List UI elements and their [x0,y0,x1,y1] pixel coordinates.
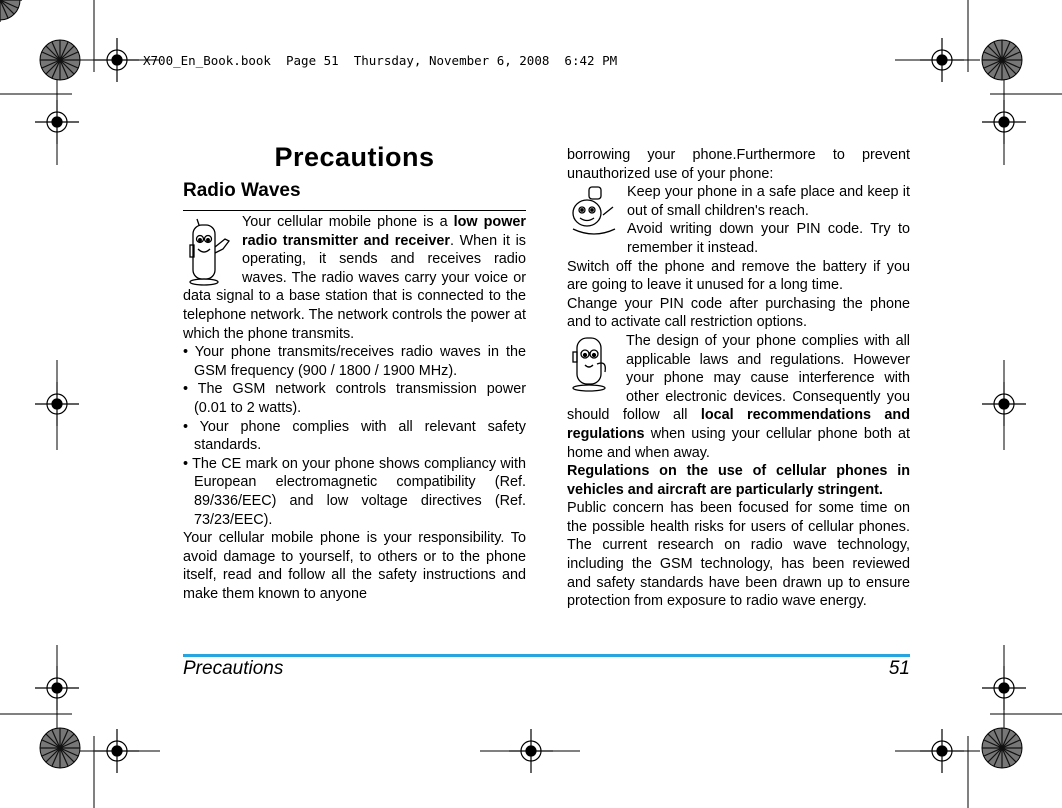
paragraph: The design of your phone complies with all applicable laws and regulations. However your phone may cause interference with other electronic devices. Consequently you should follow all local recommendations and regulations when using your cellular phone both at home and when away. [567,332,910,461]
paragraph: Avoid writing down your PIN code. Try to remember it instead. [627,221,910,256]
bullet-item: • Your phone complies with all relevant safety standards. [183,418,526,454]
paragraph: Switch off the phone and remove the battery if you are going to leave it unused for a long time. [567,258,910,294]
intro-paragraph: Your cellular mobile phone is a low power radio transmitter and receiver. When it is operating, it sends and receives radio waves. The radio waves carry your voice or data signal to a base station that is connected to the telephone network. The network controls the power at which the phone transmits. [183,214,526,342]
paragraph: Public concern has been focused for some time on the possible health risks for users of cellular phones. The current research on radio wave technology, including the GSM technology, has been reviewed and safety standards have been drawn up to ensure protection from exposure to radio wave energy. [567,500,910,610]
footer-rule [183,654,910,657]
print-header: X700_En_Book.book Page 51 Thursday, November 6, 2008 6:42 PM [143,53,618,68]
page-title: Precautions [274,142,435,172]
bullet-item: • Your phone transmits/receives radio waves in the GSM frequency (900 / 1800 / 1900 MHz). [183,344,526,379]
responsibility-paragraph: Your cellular mobile phone is your responsibility. To avoid damage to yourself, to others or to the phone itself, read and follow all the safety instructions and make them known to anyone [183,530,526,602]
starburst-icon [0,0,20,20]
regulations-heading: Regulations on the use of cellular phones in vehicles and aircraft are particularly stringent. [567,463,910,498]
section-title: Radio Waves [183,180,301,201]
paragraph: Change your PIN code after purchasing the phone and to activate call restriction options. [567,295,910,331]
right-column [567,146,910,611]
paragraph: Keep your phone in a safe place and keep it out of small children's reach. [627,184,910,219]
page-number: 51 [888,658,910,679]
bullet-item: • The GSM network controls transmission power (0.01 to 2 watts). [183,381,526,416]
footer-label: Precautions [183,658,284,679]
phone-mascot-icon [567,185,621,241]
phone-mascot-icon [567,334,615,392]
section-divider [183,210,526,211]
bullet-item: • The CE mark on your phone shows compliancy with European electromagnetic compatibility (Ref. 89/336/EEC) and low voltage directives (Ref. 73/23/EEC). [183,455,526,528]
left-column [183,213,526,603]
paragraph: borrowing your phone.Furthermore to prevent unauthorized use of your phone: [567,147,910,182]
phone-mascot-icon [183,215,235,287]
